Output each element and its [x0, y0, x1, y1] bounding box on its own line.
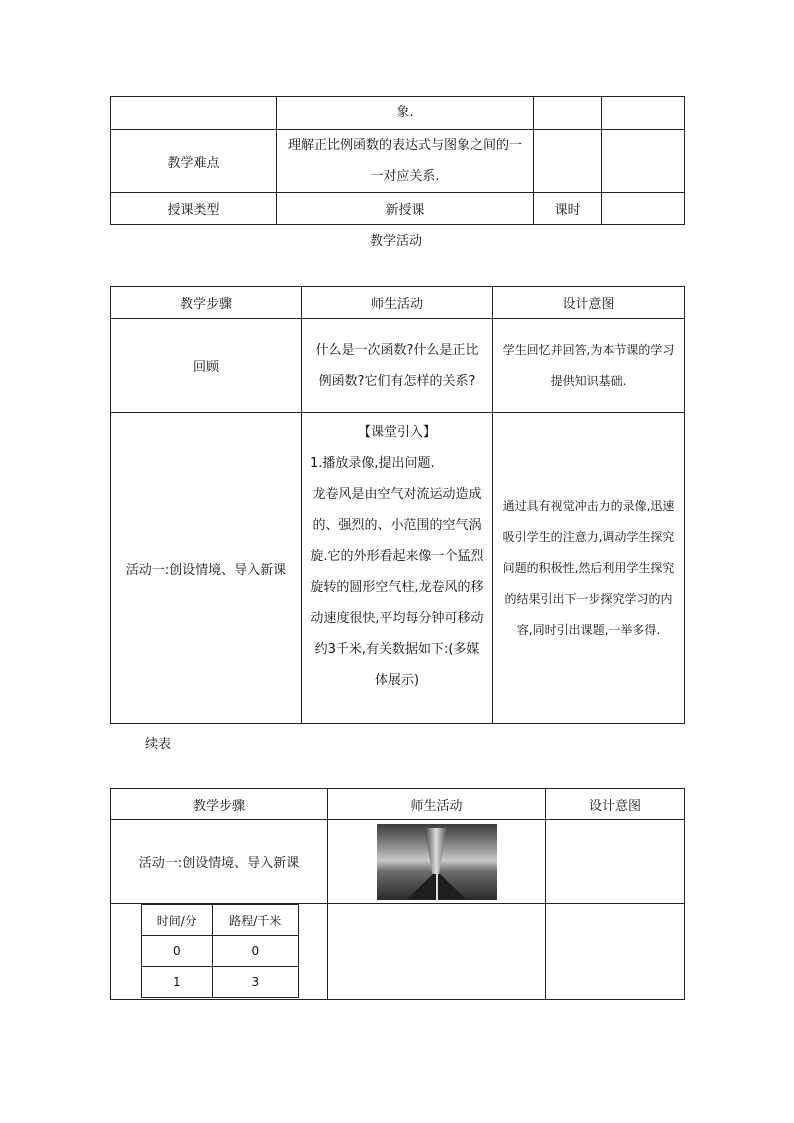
review-activity: 什么是一次函数?什么是正比例函数?它们有怎样的关系?: [302, 319, 493, 413]
act1-step: 活动一:创设情境、导入新课: [111, 820, 328, 904]
continued-table: [110, 788, 685, 1000]
time-distance-table: [141, 904, 299, 998]
empty-cell: [602, 130, 685, 193]
act1-activity: [302, 413, 493, 724]
act1-line1: 1.播放录像,提出问题.: [310, 456, 435, 471]
table-cell: 0: [142, 936, 213, 967]
period-label: 课时: [533, 193, 602, 225]
empty-cell: [533, 97, 602, 130]
tornado-photo-icon: [377, 824, 497, 900]
section-title: 教学活动: [370, 234, 423, 249]
act1-intent: 通过具有视觉冲击力的录像,迅速吸引学生的注意力,调动学生探究问题的积极性,然后利用学生探究的结果引出下一步探究学习的内容,同时引出课题,一举多得.: [493, 413, 685, 724]
empty-cell: [546, 820, 685, 904]
empty-cell: [602, 97, 685, 130]
data-table-cell: [111, 904, 328, 1000]
continued-label: 续表: [145, 737, 172, 752]
header-step: 教学步骤: [111, 287, 302, 319]
activities-table: [110, 286, 685, 724]
header-step: 教学步骤: [111, 789, 328, 820]
act1-heading: 【课堂引入】: [357, 425, 436, 440]
header-intent: 设计意图: [493, 287, 685, 319]
period-value: [602, 193, 685, 225]
tornado-image-cell: [328, 820, 546, 904]
review-step: 回顾: [111, 319, 302, 413]
lesson-type-value: 新授课: [277, 193, 534, 225]
lesson-type-label: 授课类型: [111, 193, 277, 225]
difficulty-label: 教学难点: [111, 130, 277, 193]
empty-cell: [328, 904, 546, 1000]
difficulty-text: 理解正比例函数的表达式与图象之间的一一对应关系.: [277, 130, 534, 193]
objective-tail: 象.: [277, 97, 534, 130]
empty-cell: [111, 97, 277, 130]
empty-cell: [533, 130, 602, 193]
act1-body: 龙卷风是由空气对流运动造成的、强烈的、小范围的空气涡旋.它的外形看起来像一个猛烈旋转的圆形空气柱,龙卷风的移动速度很快,平均每分钟可移动约3千米,有关数据如下:(多媒体展示): [310, 487, 484, 688]
table-cell: 1: [142, 967, 213, 998]
table-cell: 3: [212, 967, 298, 998]
table-cell: 0: [212, 936, 298, 967]
header-intent: 设计意图: [546, 789, 685, 820]
act1-step: 活动一:创设情境、导入新课: [111, 413, 302, 724]
header-activity: 师生活动: [328, 789, 546, 820]
empty-cell: [546, 904, 685, 1000]
lesson-info-table: [110, 96, 685, 225]
sub-header-distance: 路程/千米: [212, 905, 298, 936]
sub-header-time: 时间/分: [142, 905, 213, 936]
review-intent: 学生回忆并回答,为本节课的学习提供知识基础.: [493, 319, 685, 413]
header-activity: 师生活动: [302, 287, 493, 319]
